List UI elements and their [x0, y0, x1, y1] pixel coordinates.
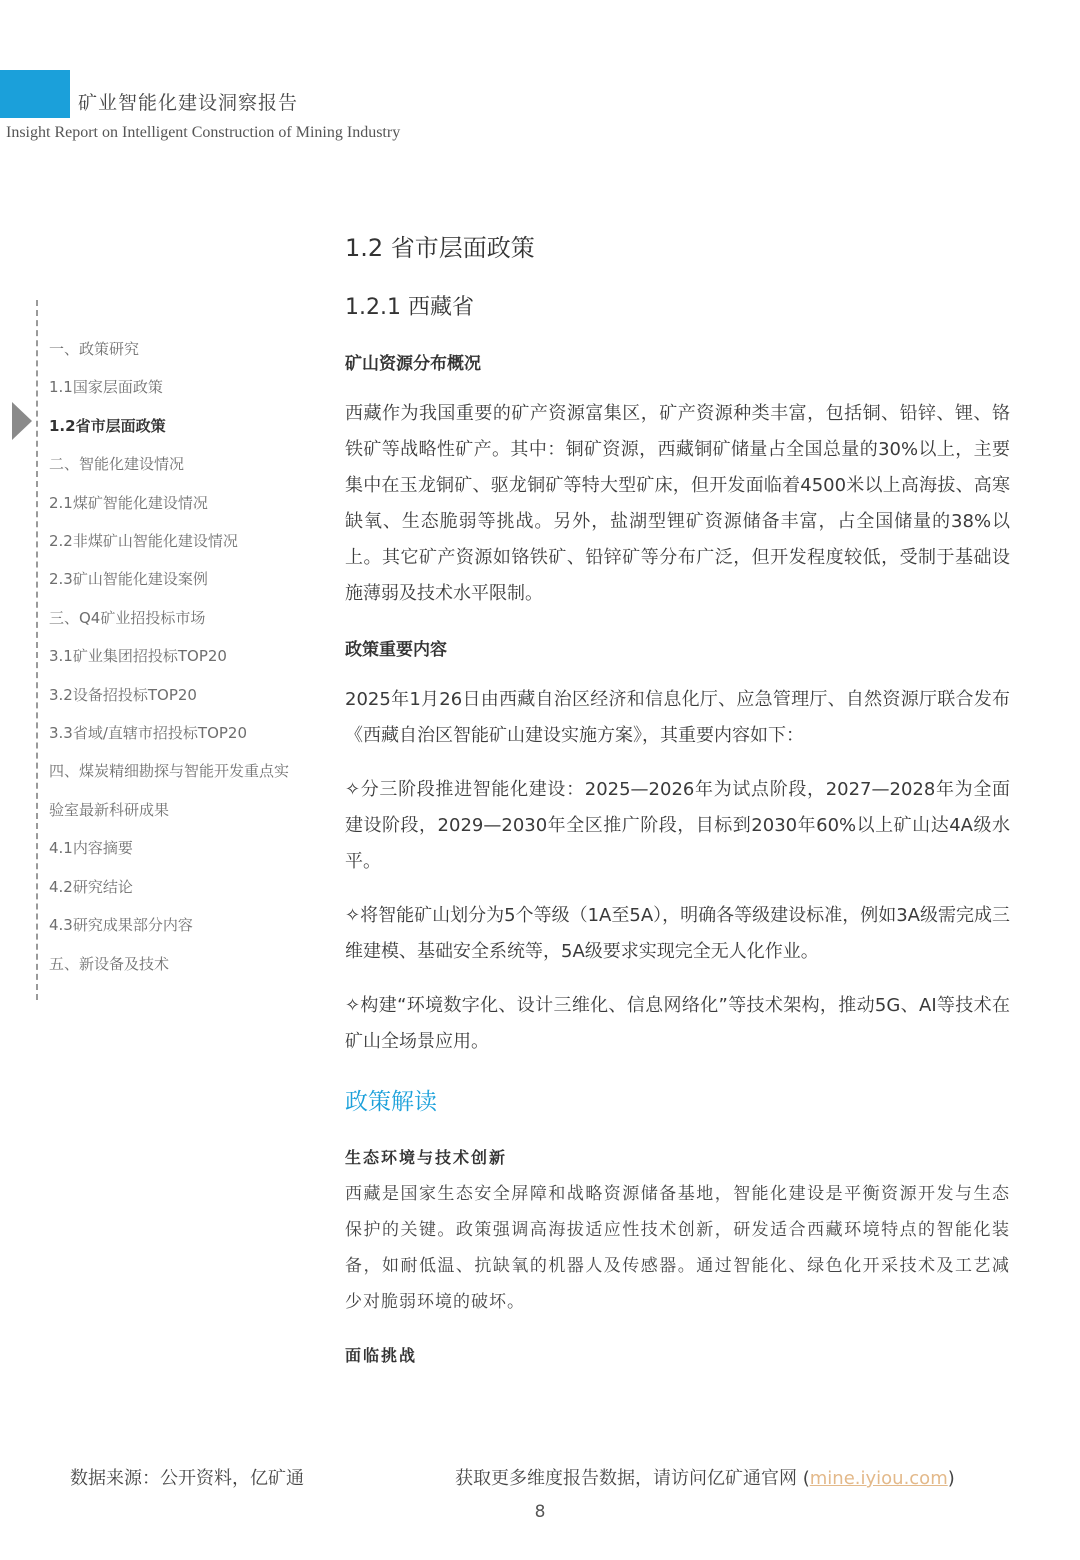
toc-item-active[interactable]: 1.2省市层面政策 [49, 416, 166, 435]
report-subtitle: Insight Report on Intelligent Construction of Mining Industry [6, 124, 401, 141]
toc-item[interactable]: 五、新设备及技术 [49, 954, 170, 973]
toc-item[interactable]: 1.1国家层面政策 [49, 378, 163, 397]
page-number: 8 [534, 1502, 546, 1522]
challenge-heading: 面临挑战 [345, 1346, 418, 1365]
footer-more-info [455, 1464, 955, 1490]
toc-item[interactable]: 4.1内容摘要 [49, 839, 133, 858]
resource-heading: 矿山资源分布概况 [345, 354, 481, 374]
policy-point: ✧构建“环境数字化、设计三维化、信息网络化”等技术架构，推动5G、AI等技术在矿山全场景应用。 [345, 995, 1010, 1052]
toc-item[interactable]: 二、智能化建设情况 [49, 455, 185, 474]
toc-item[interactable]: 4.2研究结论 [49, 877, 133, 896]
resource-paragraph: 西藏作为我国重要的矿产资源富集区，矿产资源种类丰富，包括铜、铅锌、锂、铬铁矿等战略性矿产。其中：铜矿资源，西藏铜矿储量占全国总量的30%以上，主要集中在玉龙铜矿、驱龙铜矿等特大型矿床，但开发面临着4500米以上高海拔、高寒缺氧、生态脆弱等挑战。另外，盐湖型锂矿资源储备丰富，占全国储量的38%以上。其它矿产资源如铬铁矿、铅锌矿等分布广泛，但开发程度较低，受制于基础设施薄弱及技术水平限制。 [345, 403, 1010, 604]
toc-rail [36, 300, 38, 1000]
toc-item[interactable]: 3.2设备招投标TOP20 [49, 685, 197, 704]
policy-heading: 政策重要内容 [345, 640, 447, 660]
section-heading: 1.2 省市层面政策 [345, 234, 535, 262]
table-of-contents [49, 330, 319, 983]
toc-item[interactable]: 四、煤炭精细勘探与智能开发重点实 [49, 762, 290, 781]
data-source: 数据来源：公开资料，亿矿通 [70, 1468, 304, 1489]
toc-item[interactable]: 3.1矿业集团招投标TOP20 [49, 647, 227, 666]
report-title: 矿业智能化建设洞察报告 [78, 92, 299, 114]
eco-paragraph: 西藏是国家生态安全屏障和战略资源储备基地，智能化建设是平衡资源开发与生态保护的关键。政策强调高海拔适应性技术创新，研发适合西藏环境特点的智能化装备，如耐低温、抗缺氧的机器人及传感器。通过智能化、绿色化开采技术及工艺减少对脆弱环境的破坏。 [345, 1184, 1010, 1312]
policy-point: ✧分三阶段推进智能化建设：2025—2026年为试点阶段，2027—2028年为全面建设阶段，2029—2030年全区推广阶段，目标到2030年60%以上矿山达4A级水平。 [345, 779, 1010, 872]
toc-item[interactable]: 一、政策研究 [49, 340, 140, 358]
toc-item[interactable]: 2.3矿山智能化建设案例 [49, 570, 208, 589]
toc-item[interactable]: 2.1煤矿智能化建设情况 [49, 493, 208, 512]
footer-more-suffix: ) [947, 1468, 955, 1489]
toc-item[interactable]: 3.3省域/直辖市招投标TOP20 [49, 724, 248, 743]
policy-point: ✧将智能矿山划分为5个等级（1A至5A），明确各等级建设标准，例如3A级需完成三维建模、基础安全系统等，5A级要求实现完全无人化作业。 [345, 905, 1010, 962]
toc-item[interactable]: 三、Q4矿业招投标市场 [49, 608, 206, 627]
policy-intro-paragraph: 2025年1月26日由西藏自治区经济和信息化厅、应急管理厅、自然资源厅联合发布《西藏自治区智能矿山建设实施方案》，其重要内容如下： [345, 689, 1010, 746]
toc-item[interactable]: 2.2非煤矿山智能化建设情况 [49, 532, 238, 551]
header-accent-block [0, 70, 70, 118]
toc-item[interactable]: 验室最新科研成果 [49, 800, 170, 819]
interpretation-title: 政策解读 [345, 1089, 437, 1115]
toc-item[interactable]: 4.3研究成果部分内容 [49, 916, 193, 935]
eco-heading: 生态环境与技术创新 [345, 1148, 508, 1167]
website-link[interactable]: mine.iyiou.com [809, 1468, 948, 1489]
footer-more-prefix: 获取更多维度报告数据，请访问亿矿通官网 ( [455, 1468, 810, 1489]
main-content [345, 228, 1010, 1374]
subsection-heading: 1.2.1 西藏省 [345, 295, 474, 320]
toc-current-marker-icon [12, 402, 32, 440]
